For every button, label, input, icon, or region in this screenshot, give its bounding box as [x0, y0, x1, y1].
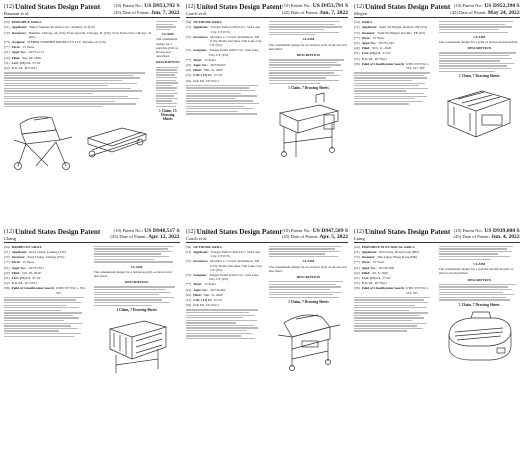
- biblio-entry: (58) Field of Classification Search USPC D7/332.1, 334, 335: [354, 286, 429, 295]
- biblio-entry: (71) Applicant: Traeger Pellet Grills LLC, Salt Lake City, UT (US): [185, 249, 261, 259]
- biblio-entry: (71) Applicant: Zhu Liang, Hong Kong (HK): [354, 249, 419, 254]
- biblio-entry: (52) U.S. Cl. D7/332.1: [4, 281, 38, 286]
- biblio-entry: (58) Field of Classification Search USPC D7/332.1, 334, 337: [4, 286, 86, 295]
- claim-heading: CLAIM: [473, 34, 486, 39]
- patent-title: United States Design Patent: [15, 227, 101, 236]
- biblio-entry: (52) U.S. Cl. D7/332.1: [185, 303, 220, 308]
- biblio-entry: (72) Inventors: Bauman, Chicago, IL (US); Evan Apostle, Chicago, IL (US); Scott Ferkovich, Chicago, IL (US): [4, 30, 152, 39]
- biblio-entry: (**) Term: 15 Years: [185, 57, 216, 62]
- fine-print: [269, 21, 348, 35]
- grill-drawing: [269, 307, 348, 373]
- biblio-entry: (22) Filed: Nov. 11, 2020: [354, 46, 392, 51]
- patent-number: US D948,517 S: [144, 227, 180, 234]
- fine-print: [439, 246, 520, 260]
- patent-date: Apr. 12, 2022: [148, 234, 180, 241]
- grill-drawing: [94, 315, 180, 377]
- biblio-entry: (**) Term: 15 Years: [4, 45, 35, 50]
- biblio-entry: (54) OUTDOOR GRILL: [185, 20, 223, 25]
- biblio-entry: (22) Filed: Sep. 29, 2020: [4, 55, 41, 60]
- biblio-entry: (**) Term: 15 Years: [354, 35, 385, 40]
- fine-print: [94, 246, 180, 263]
- barbecue-grill-icon: [100, 315, 174, 377]
- fine-print: [439, 21, 520, 33]
- claims-column: [439, 20, 520, 223]
- biblio-entry: (71) Applicant: Weber-Stephen Products LLC, Palatine, IL (US): [4, 25, 95, 30]
- folded-grill-cart-icon: [82, 120, 152, 162]
- claim-text: The ornamental design for an outdoor grill, as shown and described.: [268, 264, 347, 273]
- biblio-entry: (73) Assignee: Traeger Pellet Grills LLC, Salt Lake City, UT (US): [185, 48, 259, 57]
- description-heading: DESCRIPTION: [124, 280, 149, 285]
- inventor-name: Couch et al.: [185, 235, 208, 241]
- patent-title: United States Design Patent: [15, 3, 101, 11]
- claim-text: The ornamental design for a portable grill, as shown and described.: [156, 37, 179, 59]
- grill-drawing: [269, 93, 348, 159]
- claim-text: The ornamental design for a barbecue grill, as shown and described.: [93, 269, 172, 278]
- biblio-entry: (51) LOC (13) Cl. 07-02: [354, 275, 391, 280]
- fine-print: [156, 67, 180, 107]
- patent-sheet: [186, 228, 348, 449]
- patent-date: Jun. 7, 2022: [319, 9, 349, 16]
- biblio-entry: (**) Term: 15 Years: [4, 260, 35, 265]
- biblio-entry: (73) Assignee: Traeger Pellet Grills LLC, Salt Lake City, UT (US): [185, 272, 259, 282]
- fine-print: [439, 284, 520, 301]
- biblio-entry: (72) Inventor: Sami Yet Blagin, Ravinlo, FR (US): [354, 30, 426, 35]
- biblio-entry: (58) Field of Classification Search USPC D7/332.1, 334, 337, 360: [354, 61, 429, 71]
- biblio-entry: (**) Term: 15 Years: [354, 260, 385, 265]
- claims-column: [439, 245, 520, 448]
- fine-print: [156, 21, 180, 30]
- fine-print: [354, 297, 435, 332]
- claim-text: The ornamental design for a portable electrical grill, as shown and described.: [438, 267, 514, 276]
- portable-grill-cart-icon: [4, 110, 82, 172]
- fine-print: [4, 297, 90, 337]
- figure-caption: 1 Claim, 7 Drawing Sheets: [458, 73, 500, 78]
- biblio-entry: (71) Applicant: Sami Yet Blagin, Ravinlo, FR (US): [354, 25, 427, 30]
- box-grill-icon: [442, 81, 516, 139]
- patent-date: Jun. 7, 2022: [150, 9, 180, 16]
- patent-sheet: [4, 3, 180, 224]
- biblio-entry: (52) U.S. Cl. D7/332.1: [185, 78, 220, 83]
- bibliographic-column: [354, 20, 435, 223]
- inventor-name: Chang: [4, 235, 16, 241]
- biblio-entry: (54) GRILL: [354, 20, 373, 25]
- patent-number: US D953,791 S: [312, 3, 349, 9]
- figure-caption: 1 Claim, 7 Drawing Sheets: [288, 85, 329, 90]
- biblio-entry: (72) Inventor: Kiwi Chang, Luhang (TW): [4, 255, 65, 260]
- patent-date: May 24, 2022: [487, 9, 520, 16]
- bibliographic-column: [186, 20, 265, 223]
- patent-title: United States Design Patent: [365, 3, 451, 11]
- inventor-name: Liang: [354, 235, 365, 241]
- biblio-entry: (72) Inventors: Matthew C. Couch, Kalamazoo, MI (US); Devin Servaites, Salt Lake City, UT (US): [185, 259, 263, 272]
- biblio-entry: (21) Appl. No.: 29/751,113: [4, 50, 44, 55]
- description-heading: DESCRIPTION: [467, 46, 492, 51]
- claim-text: The ornamental design for a grill, as shown and described.: [438, 40, 519, 45]
- outdoor-grill-icon: [272, 307, 344, 373]
- fine-print: [186, 309, 265, 339]
- biblio-entry: (51) LOC (13) Cl. 07-02: [354, 51, 391, 56]
- patent-header: $^{(12)}$United States Design Patent Couch et al. (10) Patent No.: US D947,589 S (45) Date of Patent: Apr. 5, 2022: [186, 228, 348, 243]
- description-heading: DESCRIPTION: [467, 277, 492, 282]
- inventor-name: Couch et al.: [185, 11, 208, 16]
- claims-column: [269, 245, 348, 448]
- patent-number: US D947,589 S: [312, 227, 349, 234]
- description-heading: DESCRIPTION: [296, 53, 321, 58]
- pellet-grill-icon: [272, 93, 344, 159]
- fine-print: [354, 72, 435, 104]
- bibliographic-column: [4, 245, 90, 448]
- biblio-entry: (51) LOC (13) Cl. 07-02: [185, 297, 223, 302]
- fine-print: [186, 85, 265, 115]
- biblio-entry: (21) Appl. No.: 29/729,262: [185, 287, 226, 292]
- bibliographic-column: [4, 20, 152, 223]
- biblio-entry: (54) PORTABLE GRILL: [4, 20, 42, 25]
- fine-print: [94, 286, 180, 305]
- biblio-entry: (22) Filed: Mar. 31, 2020: [185, 68, 223, 73]
- patent-header: $^{(12)}$United States Design Patent Liang (10) Patent No.: US D939,000 S (45) Date of Patent: Jun. 4, 2022: [354, 228, 520, 243]
- biblio-entry: (51) LOC (13) Cl. 07-02: [4, 275, 41, 280]
- patent-header: $^{(12)}$United States Design Patent Bauman et al. (10) Patent No.: US D953,792 S (45) Date of Patent: Jun. 7, 2022: [4, 3, 180, 18]
- patent-header: $^{(12)}$United States Design Patent Mogen (10) Patent No.: US D952,390 S (45) Date of Patent: May 24, 2022: [354, 3, 520, 18]
- patent-number: US D952,390 S: [484, 3, 520, 9]
- figure-caption: 1 Claim, 7 Drawing Sheets: [288, 300, 329, 305]
- claim-heading: CLAIM: [473, 261, 486, 266]
- biblio-entry: (21) Appl. No.: 29/755,871: [4, 265, 44, 270]
- patent-header: $^{(12)}$United States Design Patent Chang (10) Patent No.: US D948,517 S (45) Date of Patent: Apr. 12, 2022: [4, 228, 180, 243]
- patent-title: United States Design Patent: [196, 227, 282, 236]
- fine-print: [269, 246, 348, 258]
- inventor-name: Bauman et al.: [4, 11, 30, 16]
- grill-drawing: [4, 110, 152, 172]
- fine-print: [269, 59, 348, 84]
- figure-caption: 1 Claim, 7 Drawing Sheets: [116, 307, 157, 312]
- figure-caption: 1 Claim, 13 Drawing Sheets: [159, 108, 177, 121]
- claims-column: [94, 245, 180, 448]
- biblio-entry: (**) Term: 15 Years: [185, 282, 216, 287]
- claim-heading: CLAIM: [161, 32, 174, 37]
- biblio-entry: (21) Appl. No.: 29/761,325: [354, 41, 395, 45]
- biblio-entry: (51) LOC (13) Cl. 07-02: [185, 73, 223, 78]
- patent-header: $^{(12)}$United States Design Patent Couch et al. (10) Patent No.: US D953,791 S (45) Date of Patent: Jun. 7, 2022: [186, 3, 348, 18]
- biblio-entry: (51) LOC (13) Cl. 07-02: [4, 60, 41, 65]
- inventor-name: Mogen: [354, 11, 368, 16]
- description-heading: DESCRIPTION: [156, 60, 180, 65]
- claim-heading: CLAIM: [302, 37, 315, 42]
- patent-number: US D953,792 S: [144, 3, 180, 9]
- claims-column: [269, 20, 348, 223]
- biblio-entry: (21) Appl. No.: 29/750,035: [185, 63, 226, 68]
- biblio-entry: (72) Inventors: Matthew C. Couch, Kalamazoo, MI (US); Devin Servaites, Salt Lake City, UT (US): [185, 34, 263, 48]
- biblio-entry: (54) BARBECUE GRILL: [4, 244, 43, 249]
- biblio-entry: (22) Filed: Mar. 31, 2020: [185, 292, 223, 297]
- description-heading: DESCRIPTION: [296, 274, 321, 279]
- biblio-entry: (71) Applicant: Kiwi Chang, Luhang (TW): [4, 249, 67, 254]
- grill-drawing: [439, 310, 520, 366]
- biblio-entry: (21) Appl. No.: 29/745,509: [354, 265, 395, 270]
- fine-print: [439, 52, 520, 71]
- patent-sheet: [354, 3, 520, 224]
- biblio-entry: (54) OUTDOOR GRILL: [185, 244, 223, 249]
- patent-date: Jun. 4, 2022: [491, 234, 520, 241]
- biblio-entry: (22) Filed: Oct. 20, 2020: [4, 270, 41, 275]
- biblio-entry: (73) Assignee: WEBER-STEPHEN PRODUCTS LLC, Palatine, IL (US): [4, 40, 106, 44]
- grill-drawing: [439, 81, 520, 139]
- biblio-entry: (71) Applicant: Traeger Pellet Grills LLC, Salt Lake City, UT (US): [185, 25, 261, 34]
- claim-heading: CLAIM: [302, 259, 315, 264]
- patent-title: United States Design Patent: [196, 3, 282, 11]
- bibliographic-column: [354, 245, 435, 448]
- fine-print: [4, 72, 152, 107]
- biblio-entry: (52) U.S. Cl. D7/332.1: [354, 281, 388, 286]
- claim-heading: CLAIM: [130, 264, 143, 269]
- patent-title: United States Design Patent: [365, 227, 451, 236]
- patent-number: US D939,000 S: [484, 227, 520, 234]
- bibliographic-column: [186, 245, 265, 448]
- biblio-entry: (72) Inventor: Zhu Liang, Hong Kong (HK): [354, 255, 418, 260]
- electrical-grill-icon: [441, 310, 517, 366]
- biblio-entry: (52) U.S. Cl. D7/332.1: [354, 56, 388, 61]
- patent-sheet: [4, 228, 180, 449]
- claim-text: The ornamental design for an outdoor grill, as shown and described.: [268, 42, 347, 51]
- fine-print: [269, 281, 348, 298]
- claims-column: [156, 20, 180, 223]
- patent-date: Apr. 5, 2022: [319, 234, 349, 241]
- patent-sheet: [186, 3, 348, 224]
- biblio-entry: (52) U.S. Cl. D7/332.1: [4, 66, 38, 71]
- biblio-entry: (22) Filed: Jul. 8, 2020: [354, 270, 388, 275]
- figure-caption: 1 Claim, 7 Drawing Sheets: [458, 302, 500, 307]
- biblio-entry: (54) PORTABLE ELECTRICAL GRILL: [354, 244, 415, 249]
- patent-sheet: [354, 228, 520, 449]
